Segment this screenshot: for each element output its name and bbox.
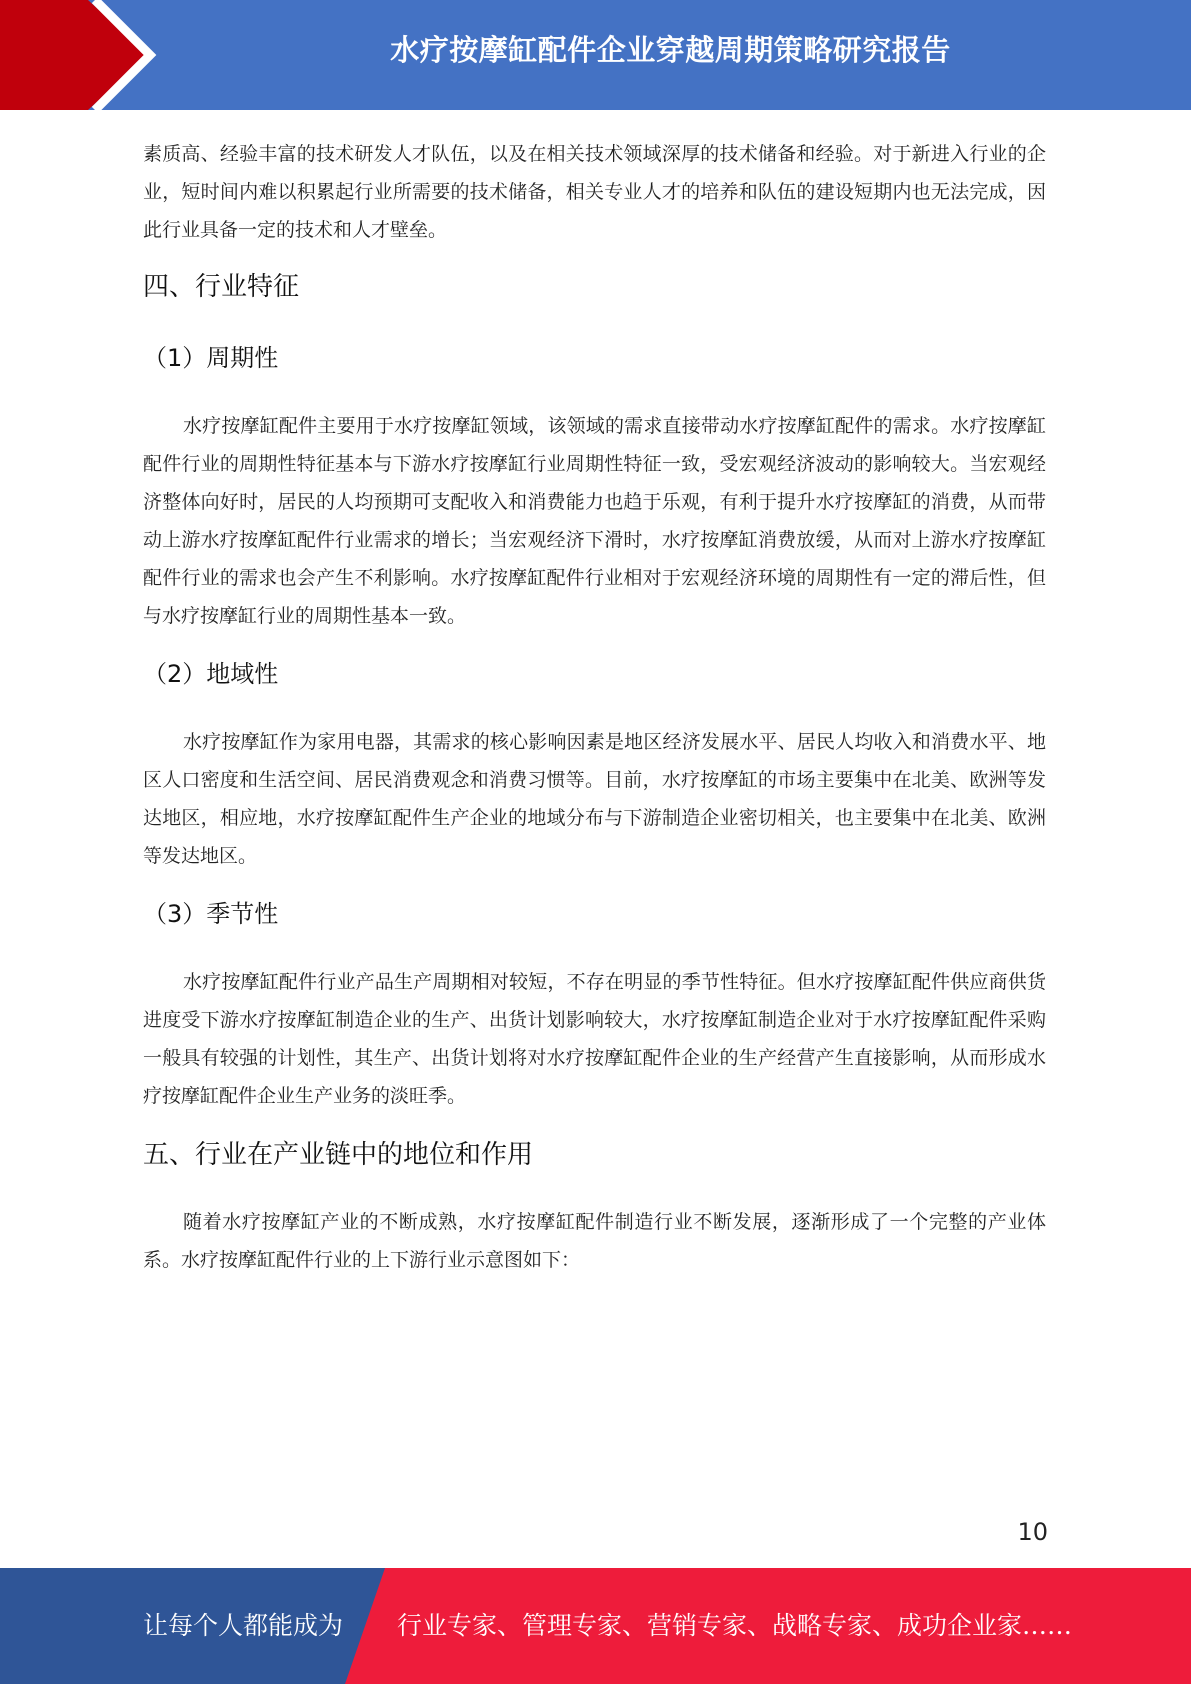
paragraph-industry-chain: 随着水疗按摩缸产业的不断成熟，水疗按摩缸配件制造行业不断发展，逐渐形成了一个完整的产业体系。水疗按摩缸配件行业的上下游行业示意图如下： xyxy=(143,1211,1046,1271)
page-number: 10 xyxy=(1017,1518,1048,1546)
footer-slogan-right: 行业专家、管理专家、营销专家、战略专家、成功企业家…… xyxy=(397,1611,1073,1640)
footer-slogan-left: 让每个人都能成为 xyxy=(143,1611,344,1640)
paragraph-regionality: 水疗按摩缸作为家用电器，其需求的核心影响因素是地区经济发展水平、居民人均收入和消费水平、地区人口密度和生活空间、居民消费观念和消费习惯等。目前，水疗按摩缸的市场主要集中在北美、欧洲等发达地区，相应地，水疗按摩缸配件生产企业的地域分布与下游制造企业密切相关，也主要集中在北美、欧洲等发达地区。 xyxy=(143,731,1046,867)
subheading-cyclicality: （1）周期性 xyxy=(143,344,279,372)
subheading-seasonality: （3）季节性 xyxy=(143,900,279,928)
page-footer xyxy=(0,1568,1191,1684)
subheading-regionality: （2）地域性 xyxy=(143,660,279,688)
paragraph-intro: 素质高、经验丰富的技术研发人才队伍，以及在相关技术领域深厚的技术储备和经验。对于新进入行业的企业，短时间内难以积累起行业所需要的技术储备，相关专业人才的培养和队伍的建设短期内也无法完成，因此行业具备一定的技术和人才壁垒。 xyxy=(143,143,1046,241)
section-heading-industry-features: 四、行业特征 xyxy=(143,272,300,302)
report-title: 水疗按摩缸配件企业穿越周期策略研究报告 xyxy=(390,33,951,67)
paragraph-cyclicality: 水疗按摩缸配件主要用于水疗按摩缸领域，该领域的需求直接带动水疗按摩缸配件的需求。水疗按摩缸配件行业的周期性特征基本与下游水疗按摩缸行业周期性特征一致，受宏观经济波动的影响较大。当宏观经济整体向好时，居民的人均预期可支配收入和消费能力也趋于乐观，有利于提升水疗按摩缸的消费，从而带动上游水疗按摩缸配件行业需求的增长；当宏观经济下滑时，水疗按摩缸消费放缓，从而对上游水疗按摩缸配件行业的需求也会产生不利影响。水疗按摩缸配件行业相对于宏观经济环境的周期性有一定的滞后性，但与水疗按摩缸行业的周期性基本一致。 xyxy=(143,415,1046,627)
page-header xyxy=(0,0,1191,110)
section-heading-industry-chain: 五、行业在产业链中的地位和作用 xyxy=(143,1140,534,1170)
paragraph-seasonality: 水疗按摩缸配件行业产品生产周期相对较短，不存在明显的季节性特征。但水疗按摩缸配件供应商供货进度受下游水疗按摩缸制造企业的生产、出货计划影响较大，水疗按摩缸制造企业对于水疗按摩缸配件采购一般具有较强的计划性，其生产、出货计划将对水疗按摩缸配件企业的生产经营产生直接影响，从而形成水疗按摩缸配件企业生产业务的淡旺季。 xyxy=(143,971,1046,1107)
